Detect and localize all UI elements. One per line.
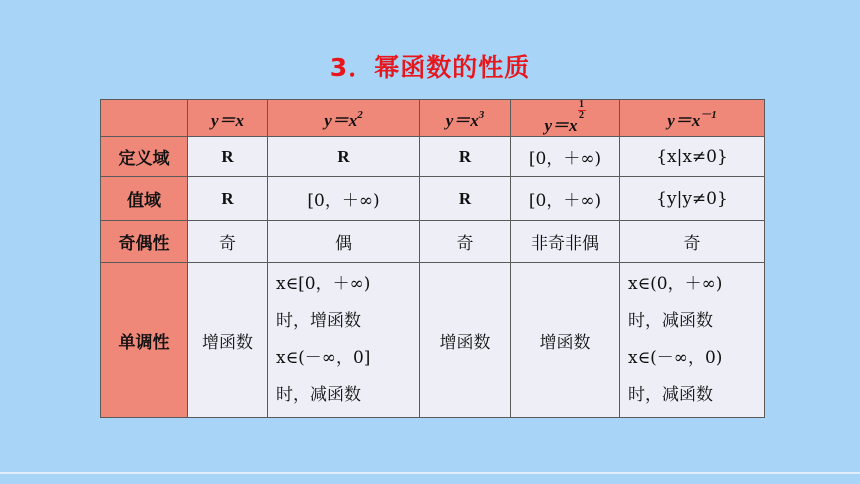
cell-line: x∈(0，＋∞)	[628, 274, 723, 294]
power-function-properties-table	[100, 99, 765, 418]
table-cell: R	[420, 177, 511, 221]
header-y-equals-x: y＝x	[188, 100, 268, 137]
table-row-domain	[101, 137, 765, 177]
header-y-equals-x-inverse: $y=x^{-1}$	[620, 100, 765, 137]
table-row-range	[101, 177, 765, 221]
row-label-domain: 定义域	[101, 137, 188, 177]
row-label-parity: 奇偶性	[101, 221, 188, 263]
table-cell: [0，＋∞)	[511, 137, 620, 177]
table-cell: 增函数	[420, 263, 511, 418]
table-header-row	[101, 100, 765, 137]
table-cell: R	[268, 137, 420, 177]
table-row-monotonicity	[101, 263, 765, 418]
cell-line: 时，减函数	[628, 311, 713, 331]
exponent-fraction: $\frac{1}{2}$	[579, 99, 585, 121]
table-cell: R	[188, 177, 268, 221]
row-label-monotonicity: 单调性	[101, 263, 188, 418]
table-cell: 偶	[268, 221, 420, 263]
table-cell-multiline	[620, 263, 765, 418]
table-cell: 奇	[420, 221, 511, 263]
header-corner-cell	[101, 100, 188, 137]
table-cell: 非奇非偶	[511, 221, 620, 263]
page-title: 3．幂函数的性质	[329, 53, 531, 82]
table-cell: {y|y≠0}	[620, 177, 765, 221]
cell-line: x∈[0，＋∞)	[276, 274, 371, 294]
cell-line: 时，增函数	[276, 311, 361, 331]
row-label-range: 值域	[101, 177, 188, 221]
table-cell: {x|x≠0}	[620, 137, 765, 177]
table-row-parity	[101, 221, 765, 263]
table-cell: 奇	[188, 221, 268, 263]
table-cell: [0，＋∞)	[511, 177, 620, 221]
header-y-equals-x-cubed: $y=x^3$	[420, 100, 511, 137]
table-cell: 增函数	[188, 263, 268, 418]
header-y-equals-x-squared: $y=x^2$	[268, 100, 420, 137]
header-y-equals-x-half: y＝x $\frac{1}{2}$	[511, 100, 620, 137]
table-cell: R	[188, 137, 268, 177]
table-cell-multiline	[268, 263, 420, 418]
table-cell: 奇	[620, 221, 765, 263]
table-cell: [0，＋∞)	[268, 177, 420, 221]
cell-line: x∈(－∞，0)	[628, 348, 723, 368]
cell-line: 时，减函数	[628, 385, 713, 405]
table-cell: 增函数	[511, 263, 620, 418]
table-cell: R	[420, 137, 511, 177]
cell-line: 时，减函数	[276, 385, 361, 405]
cell-line: x∈(－∞，0]	[276, 348, 371, 368]
bottom-divider	[0, 472, 860, 474]
